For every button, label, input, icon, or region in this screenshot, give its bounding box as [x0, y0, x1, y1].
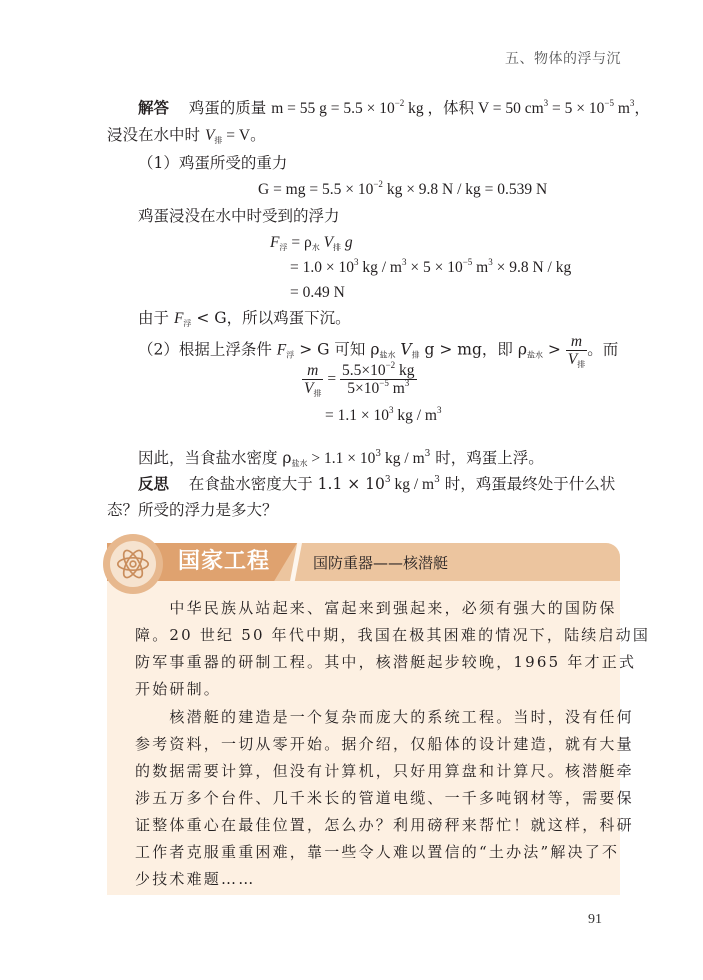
buoyancy-label: 鸡蛋浸没在水中时受到的浮力: [138, 207, 340, 225]
feature-text-line: 核潜艇的建造是一个复杂而庞大的系统工程。当时，没有任何: [135, 708, 634, 726]
answer-label: 解答: [138, 99, 170, 117]
atom-icon: [114, 545, 152, 583]
ratio-rhs-fraction: $\frac{5.5\times 10^{-2} kg}{5\times 10^{-5} m^3}$: [341, 360, 415, 397]
solution-line-2: 浸没在水中时 $V_排 = V$。: [107, 126, 266, 145]
reflection-line-2: 态？所受的浮力是多大？: [107, 501, 278, 519]
feature-text-line: 参考资料，一切从零开始。据介绍，仅船体的设计建造，就有大量: [135, 735, 634, 753]
chapter-header: 五、物体的浮与沉: [505, 51, 621, 67]
part1-label: （1）鸡蛋所受的重力: [138, 154, 288, 172]
feature-text-line: 开始研制。: [135, 680, 222, 698]
page-number: 91: [588, 912, 602, 927]
fraction-m-over-v: $\frac{m}{V_排}$: [567, 333, 586, 369]
feature-text-line: 涉五万多个台件、几千米长的管道电缆、一千多吨钢材等，需要保: [135, 789, 634, 807]
feature-text-line: 障。20 世纪 50 年代中期，我国在极其困难的情况下，陆续启动国: [135, 626, 651, 644]
ratio-equation: $\frac{m}{V_排}$ = $\frac{5.5\times 10^{-2} kg}{5\times 10^{-5} m^3}$: [304, 360, 415, 398]
ratio-lhs-fraction: $\frac{m}{V_排}$: [304, 362, 322, 398]
buoyancy-eq-1: $F_浮 = \rho_水$ $V_排$ g: [270, 234, 353, 252]
conclusion-1: 由于 $F_浮 < G$，所以鸡蛋下沉。: [138, 309, 351, 328]
reflect-label: 反思: [138, 475, 170, 493]
reflection-line-1: 反思 在食盐水密度大于 $1.1 \times 10^3$ kg / $m^3$ 时，鸡蛋最终处于什么状: [138, 475, 616, 493]
feature-text-line: 证整体重心在最佳位置，怎么办？利用磅秤来帮忙！就这样，科研: [135, 816, 634, 834]
feature-title: 国家工程: [178, 549, 271, 574]
feature-text-line: 的数据需要计算，但没有计算机，只好用算盘和计算尺。核潜艇牵: [135, 762, 634, 780]
solution-line-1: 解答 鸡蛋的质量 m = 55 $g = 5.5 \times 10^{-2}$ kg ，体积 V = 50 $cm^3 = 5 \times 10^{-5}$ $m^3$，: [138, 98, 650, 117]
feature-subtitle: 国防重器——核潜艇: [313, 554, 449, 572]
buoyancy-eq-3: = 0.49 N: [290, 284, 345, 301]
atom-icon-badge: [103, 534, 163, 594]
gravity-equation: G = mg = $5.5 \times 10^{-2}$ kg × 9.8 N / kg = 0.539 N: [258, 179, 548, 198]
ratio-result: = $1.1 \times 10^3$ kg / $m^3$: [325, 405, 442, 424]
conclusion-2: 因此，当食盐水密度 $\rho_{盐水} > 1.1 \times 10^3$ kg / $m^3$ 时，鸡蛋上浮。: [138, 449, 544, 468]
feature-text-line: 工作者克服重重困难，靠一些令人难以置信的“土办法”解决了不: [135, 843, 620, 861]
part2-line: （2）根据上浮条件 $F_浮 > G$ 可知 $\rho_{盐水}$ $V_排$ g > mg，即 $\rho_{盐水}$ > $\frac{m}{V_排}$ 。而: [138, 333, 619, 369]
buoyancy-eq-2: = $1.0 \times 10^3$ kg / $m^3 \times 5 \times 10^{-5}$ $m^3 \times 9.8$ N / kg: [290, 257, 572, 276]
feature-text-line: 中华民族从站起来、富起来到强起来，必须有强大的国防保: [135, 599, 617, 617]
feature-text-line: 少技术难题……: [135, 870, 256, 888]
feature-text-line: 防军事重器的研制工程。其中，核潜艇起步较晚，1965 年才正式: [135, 653, 637, 671]
